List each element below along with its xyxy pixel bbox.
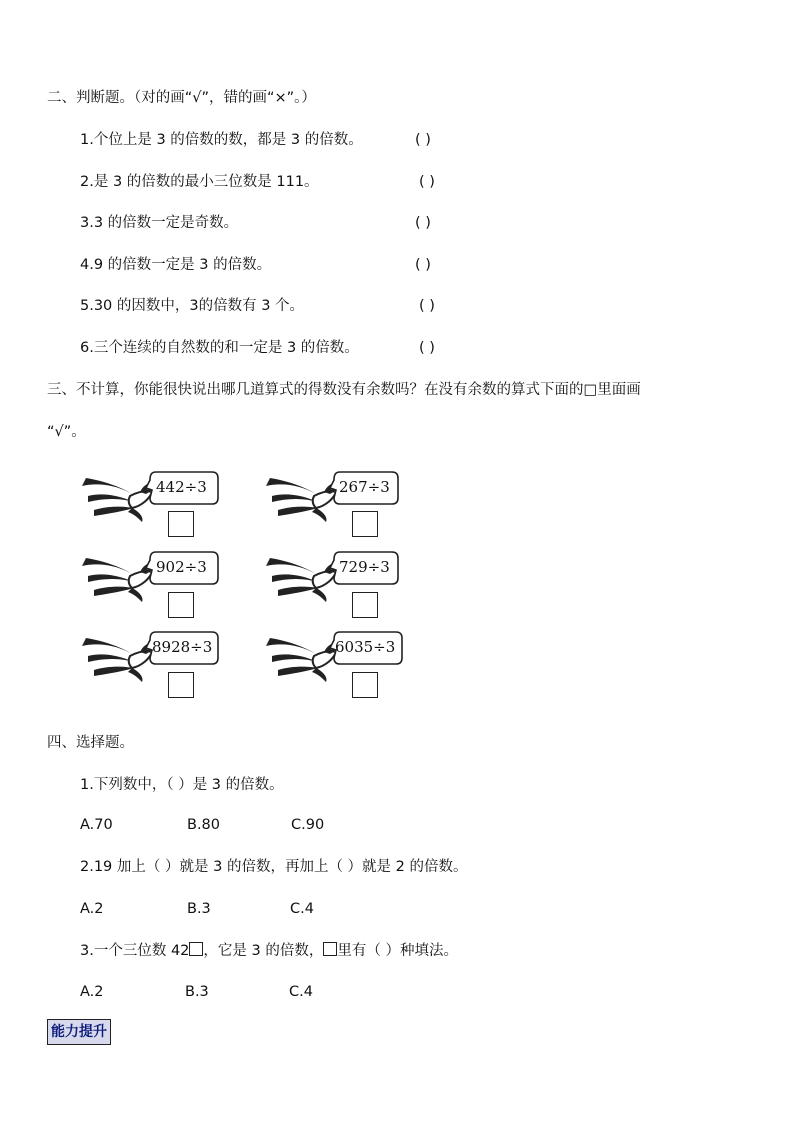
section3-title-line1: 三、不计算，你能很快说出哪几道算式的得数没有余数吗？在没有余数的算式下面的□里面画	[47, 382, 641, 398]
expression-6: 6035÷3	[335, 638, 396, 656]
answer-paren-4[interactable]: ( )	[415, 257, 431, 273]
choice-question-2: 2.19 加上（ ）就是 3 的倍数，再加上（ ）就是 2 的倍数。	[80, 859, 468, 875]
answer-box-3[interactable]	[168, 592, 194, 618]
true-false-item-3: 3.3 的倍数一定是奇数。	[80, 215, 239, 231]
answer-box-4[interactable]	[352, 592, 378, 618]
q3-option-c[interactable]: C.4	[289, 984, 313, 1000]
answer-paren-5[interactable]: ( )	[419, 298, 435, 314]
q3-text-a: 3.一个三位数 42	[80, 943, 190, 959]
true-false-item-5: 5.30 的因数中，3的倍数有 3 个。	[80, 298, 305, 314]
expression-3: 902÷3	[156, 558, 207, 576]
section4-title: 四、选择题。	[47, 735, 134, 751]
q2-option-c[interactable]: C.4	[290, 901, 314, 917]
q3-option-b[interactable]: B.3	[185, 984, 209, 1000]
q1-option-b[interactable]: B.80	[187, 817, 221, 833]
q1-option-a[interactable]: A.70	[80, 817, 113, 833]
expression-4: 729÷3	[339, 558, 390, 576]
section2-title: 二、判断题。（对的画“√”，错的画“×”。）	[47, 90, 316, 106]
true-false-item-2: 2.是 3 的倍数的最小三位数是 111。	[80, 174, 319, 190]
swallow-illustration-1	[80, 468, 230, 538]
q3-option-a[interactable]: A.2	[80, 984, 104, 1000]
answer-box-2[interactable]	[352, 511, 378, 537]
q3-text-c: 里有（ ）种填法。	[337, 943, 458, 959]
expression-5: 8928÷3	[152, 638, 213, 656]
answer-box-5[interactable]	[168, 672, 194, 698]
q2-option-a[interactable]: A.2	[80, 901, 104, 917]
swallow-illustration-3	[80, 548, 230, 618]
q3-text-b: ，它是 3 的倍数，	[203, 943, 324, 959]
section3-title-line2: “√”。	[47, 424, 86, 440]
choice-question-1: 1.下列数中，（ ）是 3 的倍数。	[80, 777, 284, 793]
expression-1: 442÷3	[156, 478, 207, 496]
answer-paren-6[interactable]: ( )	[419, 340, 435, 356]
q2-option-b[interactable]: B.3	[187, 901, 211, 917]
answer-box-1[interactable]	[168, 511, 194, 537]
true-false-item-4: 4.9 的倍数一定是 3 的倍数。	[80, 257, 272, 273]
q1-option-c[interactable]: C.90	[291, 817, 325, 833]
answer-paren-2[interactable]: ( )	[419, 174, 435, 190]
answer-paren-3[interactable]: ( )	[415, 215, 431, 231]
expression-2: 267÷3	[339, 478, 390, 496]
true-false-item-6: 6.三个连续的自然数的和一定是 3 的倍数。	[80, 340, 359, 356]
q3-digit-box	[189, 942, 203, 956]
q3-digit-box-ref	[323, 942, 337, 956]
ability-improvement-badge: 能力提升	[47, 1019, 111, 1045]
true-false-item-1: 1.个位上是 3 的倍数的数，都是 3 的倍数。	[80, 132, 363, 148]
choice-question-3	[80, 941, 458, 961]
answer-box-6[interactable]	[352, 672, 378, 698]
answer-paren-1[interactable]: ( )	[415, 132, 431, 148]
